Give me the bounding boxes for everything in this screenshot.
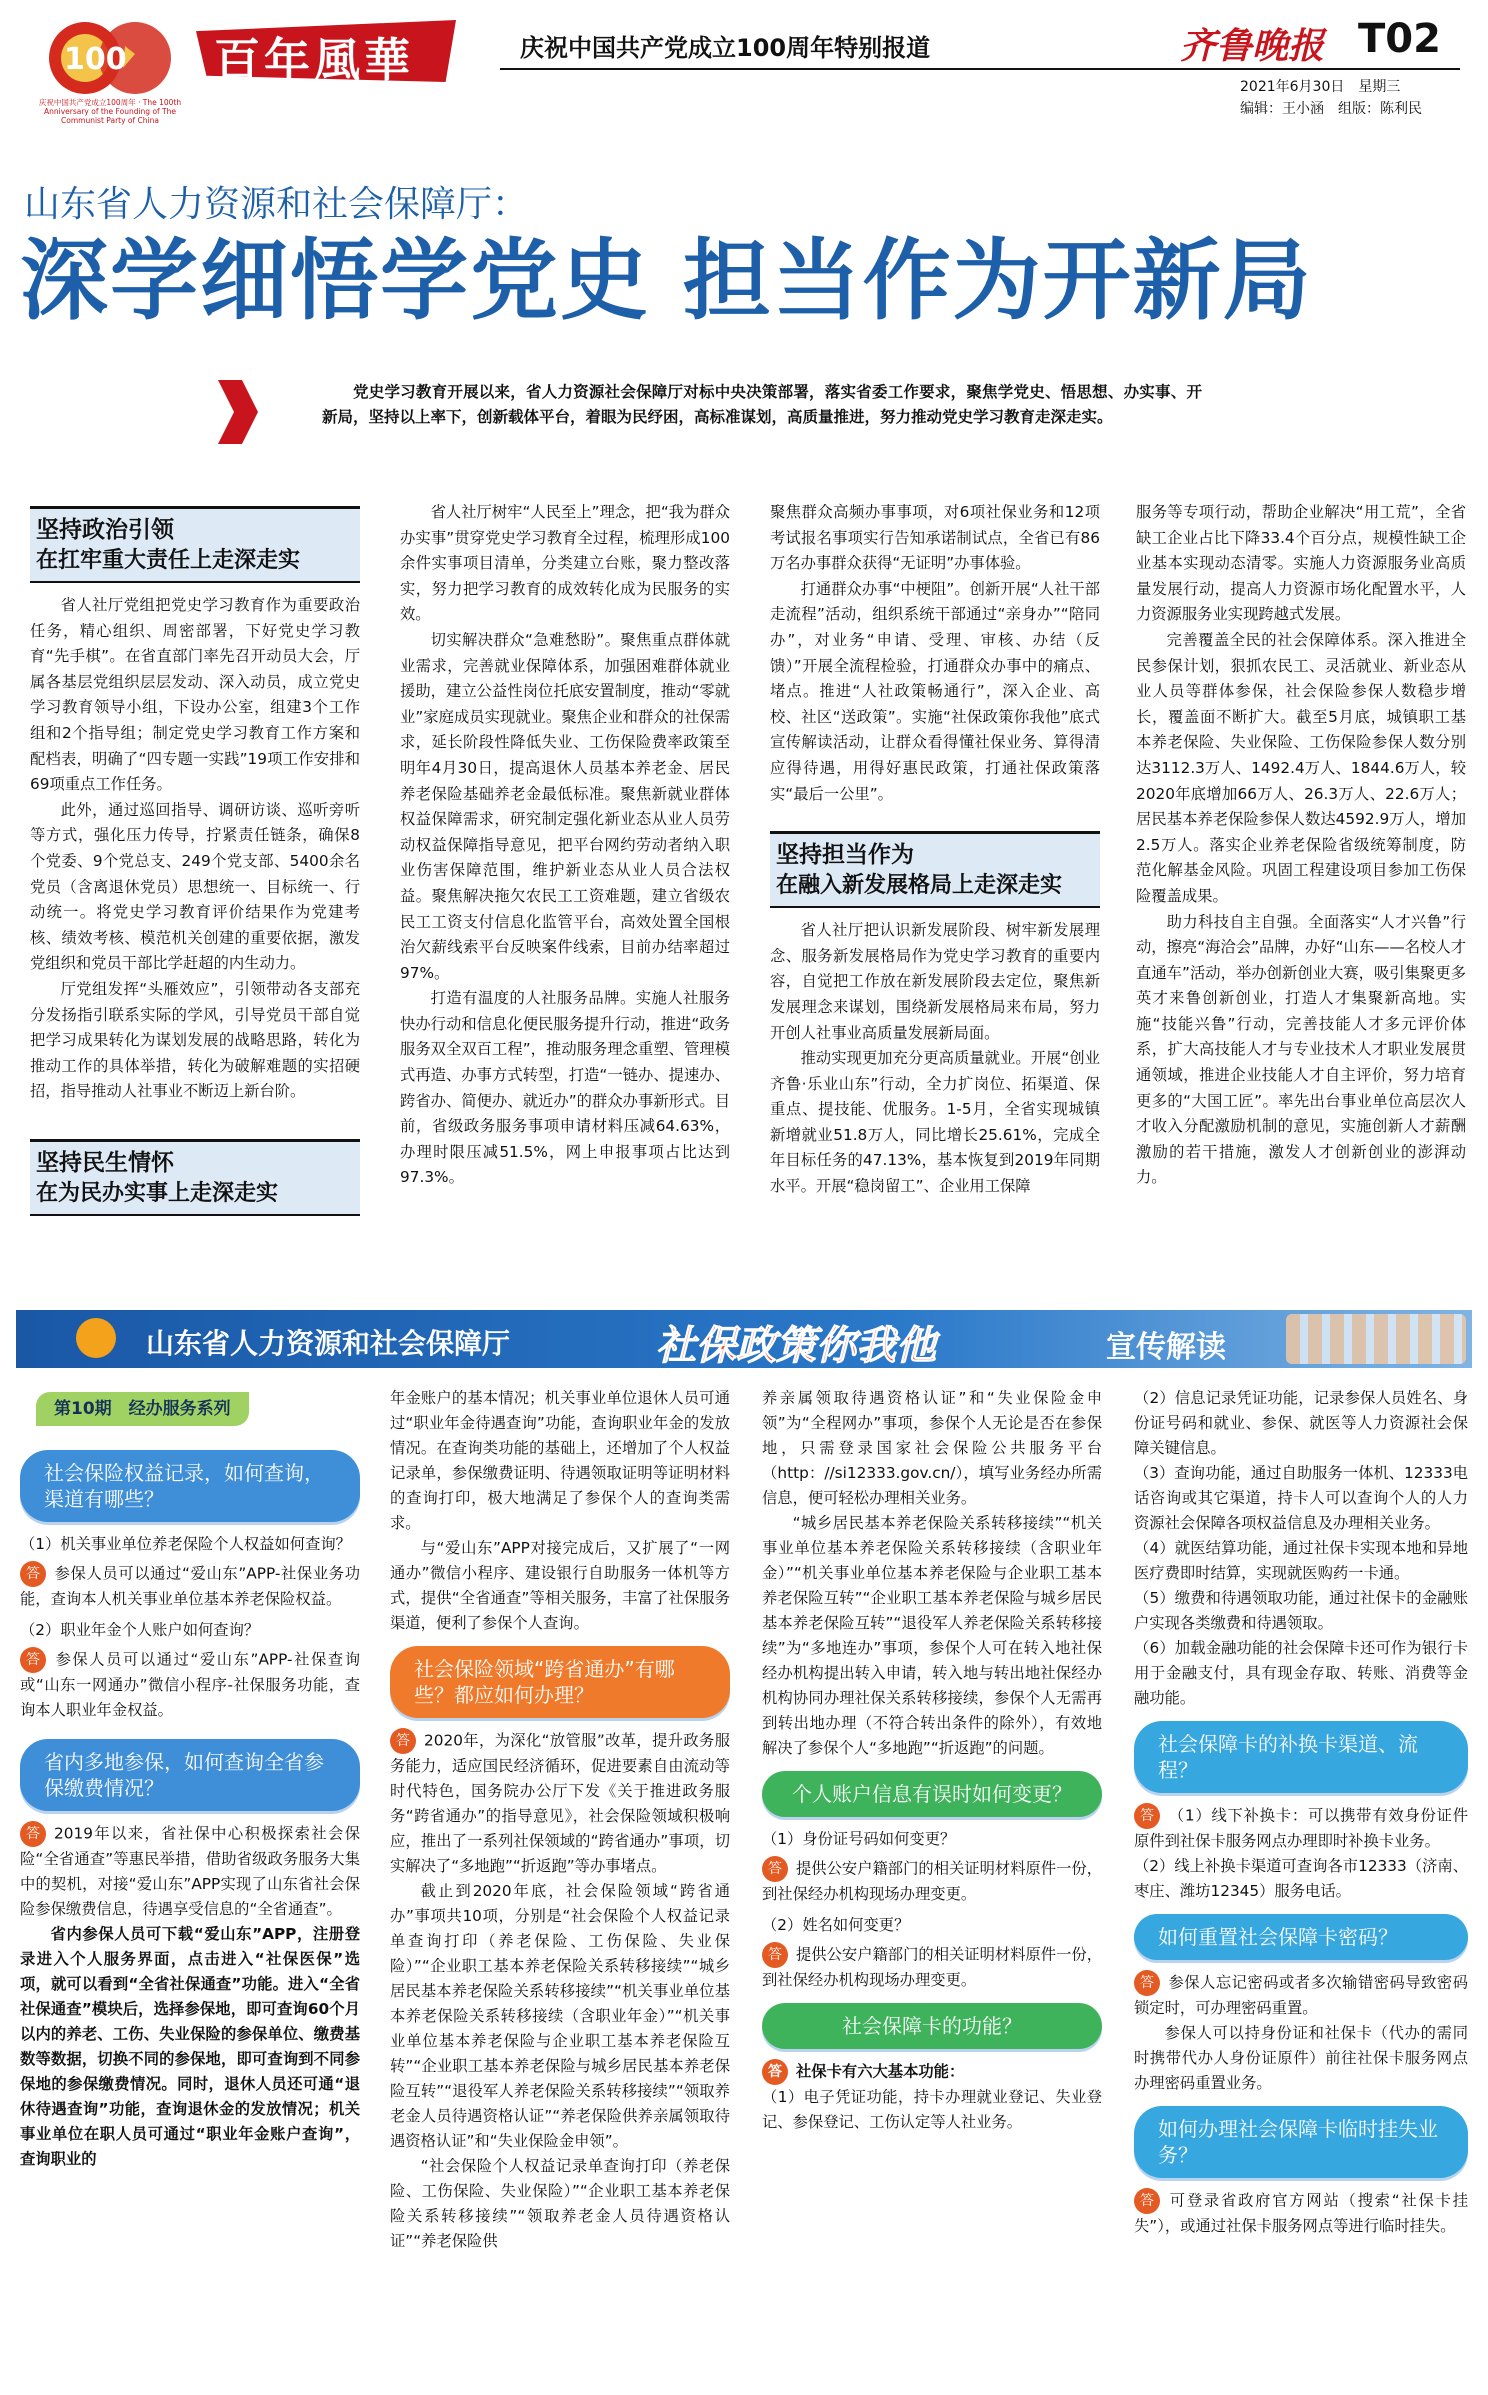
answer	[20, 1561, 360, 1612]
answer	[20, 1647, 360, 1723]
question-pill: 如何重置社会保障卡密码？	[1134, 1914, 1468, 1960]
sub-question: （2）职业年金个人账户如何查询？	[20, 1621, 260, 1639]
answer-text: 参保人员可以通过“爱山东”APP-社保查询或“山东一网通办”微信小程序-社保服务功能，查询本人职业年金权益。	[20, 1650, 360, 1719]
paragraph: 参保人可以持身份证和社保卡（代办的需同时携带代办人身份证原件）前往社保卡服务网点办理密码重置业务。	[1134, 2024, 1468, 2092]
sub-question: （1）身份证号码如何变更？	[762, 1830, 956, 1848]
rule	[500, 68, 1460, 70]
answer-text: （1）线下补换卡：可以携带有效身份证件原件到社保卡服务网点办理即时补换卡业务。	[1134, 1806, 1468, 1850]
section-head-responsibility	[770, 831, 1100, 908]
paragraph: 打造有温度的人社服务品牌。实施人社服务快办行动和信息化便民服务提升行动，推进“政务服务双全双百工程”，推动服务理念重塑、管理模式再造、办事方式转型，打造“一链办、提速办、跨省办、简便办、就近办”的群众办事新形式。目前，省级政务服务事项申请材料压减64.63%，办理时限压减51.5%，网上申报事项占比达到97.3%。	[400, 989, 730, 1187]
editors: 编辑：王小涵 组版：陈利民	[1240, 101, 1422, 117]
article-column-3	[770, 500, 1100, 1245]
answer-mark: 答	[20, 1821, 46, 1847]
centenary-logo	[30, 16, 190, 126]
question-pill: 个人账户信息有误时如何变更？	[762, 1771, 1102, 1817]
lead-paragraph: 党史学习教育开展以来，省人力资源社会保障厅对标中央决策部署，落实省委工作要求，聚焦学党史、悟思想、办实事、开新局，坚持以上率下，创新载体平台，着眼为民纾困，高标准谋划，高质量推进，努力推动党史学习教育走深走实。	[322, 383, 1202, 426]
paragraph: 服务等专项行动，帮助企业解决“用工荒”，全省缺工企业占比下降33.4个百分点，规模性缺工企业基本实现动态清零。实施人力资源服务业高质量发展行动，提高人力资源市场化配置水平，人力资源服务业实现跨越式发展。	[1136, 503, 1466, 624]
answer	[1134, 2188, 1468, 2239]
feature-banner	[16, 1310, 1472, 1368]
issue-date: 2021年6月30日 星期三	[1240, 79, 1401, 95]
headline-kicker: 山东省人力资源和社会保障厅：	[24, 184, 529, 225]
answer	[1134, 1803, 1468, 1854]
answer-mark: 答	[1134, 1970, 1160, 1996]
answer-text: 提供公安户籍部门的相关证明材料原件一份，到社保经办机构现场办理变更。	[762, 1945, 1102, 1989]
paragraph: 省人社厅树牢“人民至上”理念，把“我为群众办实事”贯穿党史学习教育全过程，梳理形成100余件实事项目清单，分类建立台账，聚力整改落实，努力把学习教育的成效转化成为民服务的实效。	[400, 503, 730, 624]
paragraph: 助力科技自主自强。全面落实“人才兴鲁”行动，擦亮“海洽会”品牌，办好“山东——名校人才直通车”活动，举办创新创业大赛，吸引集聚更多英才来鲁创新创业，打造人才集聚新高地。实施“技能兴鲁”行动，完善技能人才多元评价体系，扩大高技能人才与专业技术人才职业发展贯通领域，推进企业技能人才自主评价，努力培育更多的“大国工匠”。率先出台事业单位高层次人才收入分配激励机制的意见，实施创新人才薪酬激励的若干措施，激发人才创新创业的澎湃动力。	[1136, 912, 1466, 1187]
section-title: 坚持政治引领	[36, 516, 174, 543]
paragraph: （4）就医结算功能，通过社保卡实现本地和异地医疗费即时结算，实现就医购药一卡通。	[1134, 1539, 1468, 1582]
section-subtitle: 在融入新发展格局上走深走实	[776, 872, 1063, 899]
paragraph: 完善覆盖全民的社会保障体系。深入推进全民参保计划，狠抓农民工、灵活就业、新业态从业人员等群体参保，社会保险参保人数稳步增长，覆盖面不断扩大。截至5月底，城镇职工基本养老保险、失业保险、工伤保险参保人数分别达3112.3万人、1492.4万人、1844.6万人，较2020年底增加66万人、26.3万人、22.6万人；居民基本养老保险参保人数达4592.9万人，增加2.5万人。落实企业养老保险省级统筹制度，防范化解基金风险。巩固工程建设项目参加工伤保险覆盖成果。	[1136, 630, 1466, 905]
article-column-2	[400, 500, 730, 1245]
answer-mark: 答	[762, 1942, 788, 1968]
paragraph: “城乡居民基本养老保险关系转移接续”“机关事业单位基本养老保险关系转移接续（含职业年金）”“机关事业单位基本养老保险与企业职工基本养老保险互转”“企业职工基本养老保险与城乡居民基本养老保险互转”“退役军人养老保险关系转移接续”为“多地连办”事项，参保个人可在转入地社保经办机构提出转入申请，转入地与转出地社保经办机构协同办理社保关系转移接续，参保个人无需再到转出地办理（不符合转出条件的除外），有效地解决了参保个人“多地跑”“折返跑”的问题。	[762, 1514, 1102, 1757]
answer-text: 社保卡有六大基本功能：	[796, 2062, 965, 2081]
answer	[390, 1728, 730, 1879]
logo-number: 100	[64, 42, 127, 77]
question-pill: 社会保险领域“跨省通办”有哪些？都应如何办理？	[390, 1646, 730, 1718]
answer	[762, 1942, 1102, 1993]
paragraph: （3）查询功能，通过自助服务一体机、12333电话咨询或其它渠道，持卡人可以查询个人的人力资源社会保障各项权益信息及办理相关业务。	[1134, 1464, 1468, 1532]
paragraph: （1）电子凭证功能，持卡办理就业登记、失业登记、参保登记、工伤认定等人社业务。	[762, 2088, 1102, 2131]
question-pill: 如何办理社会保障卡临时挂失业务？	[1134, 2106, 1468, 2178]
lead-arrow-icon	[218, 380, 258, 444]
answer-mark: 答	[762, 1856, 788, 1882]
answer	[762, 2059, 1102, 2085]
qa-column-2	[390, 1386, 730, 2386]
sub-question: （2）姓名如何变更？	[762, 1916, 910, 1934]
paragraph: 打通群众办事“中梗阻”。创新开展“人社干部走流程”活动，组织系统干部通过“亲身办”“陪同办”，对业务“申请、受理、审核、办结（反馈）”开展全流程检验，打通群众办事中的痛点、堵点。推进“人社政策畅通行”，深入企业、高校、社区“送政策”。实施“社保政策你我他”底式宣传解读活动，让群众看得懂社保业务、算得清应得待遇，用得好惠民政策，打通社保政策落实“最后一公里”。	[770, 579, 1100, 803]
paragraph: （2）信息记录凭证功能，记录参保人员姓名、身份证号码和就业、参保、就医等人力资源社会保障关键信息。	[1134, 1389, 1468, 1457]
banner-left-text: 山东省人力资源和社会保障厅	[146, 1327, 511, 1360]
qa-column-3	[762, 1386, 1102, 2386]
paragraph: （5）缴费和待遇领取功能，通过社保卡的金融账户实现各类缴费和待遇领取。	[1134, 1589, 1468, 1632]
answer	[1134, 1970, 1468, 2021]
paragraph: 切实解决群众“急难愁盼”。聚焦重点群体就业需求，完善就业保障体系，加强困难群体就业援助，建立公益性岗位托底安置制度，推动“零就业”家庭成员实现就业。聚焦企业和群众的社保需求，延长阶段性降低失业、工伤保险费率政策至明年4月30日，提高退休人员基本养老金、居民养老保险基础养老金最低标准。聚焦新就业群体权益保障需求，研究制定强化新业态从业人员劳动权益保障指导意见，把平台网约劳动者纳入职业伤害保障范围，维护新业态从业人员合法权益。聚焦解决拖欠农民工工资难题，建立省级农民工工资支付信息化监管平台，高效处置全国根治欠薪线索平台反映案件线索，目前办结率超过97%。	[400, 630, 730, 982]
paragraph: 厅党组发挥“头雁效应”，引领带动各支部充分发扬指引联系实际的学风，引导党员干部自觉把学习成果转化为谋划发展的战略思路，转化为推动工作的具体举措，转化为破解难题的实招硬招，指导推动人社事业不断迈上新台阶。	[30, 979, 360, 1101]
paragraph: 推动实现更加充分更高质量就业。开展“创业齐鲁·乐业山东”行动，全力扩岗位、拓渠道、保重点、提技能、优服务。1-5月，全省实现城镇新增就业51.8万人，同比增长25.61%，完成全年目标任务的47.13%，基本恢复到2019年同期水平。开展“稳岗留工”、企业用工保障	[770, 1049, 1100, 1196]
answer-text: 参保人员可以通过“爱山东”APP-社保业务功能，查询本人机关事业单位基本养老保险权益。	[20, 1564, 360, 1608]
special-report-banner: 庆祝中国共产党成立100周年特别报道	[520, 34, 931, 62]
answer-mark: 答	[390, 1728, 416, 1754]
question-pill: 社会保险权益记录，如何查询，渠道有哪些？	[20, 1450, 360, 1522]
qa-column-4	[1134, 1386, 1468, 2386]
headline-title: 深学细悟学党史 担当作为开新局	[20, 229, 1313, 332]
paragraph: （6）加载金融功能的社会保障卡还可作为银行卡用于金融支付，具有现金存取、转账、消费等金融功能。	[1134, 1639, 1468, 1707]
answer	[762, 1856, 1102, 1907]
paragraph: 聚焦群众高频办事事项，对6项社保业务和12项考试报名事项实行告知承诺制试点，全省已有86万名办事群众获得“无证明”办事体验。	[770, 503, 1100, 573]
sub-question: （1）机关事业单位养老保险个人权益如何查询？	[20, 1535, 351, 1553]
masthead	[0, 0, 1488, 135]
answer-mark: 答	[20, 1561, 46, 1587]
paragraph: （2）线上补换卡渠道可查询各市12333（济南、枣庄、潍坊12345）服务电话。	[1134, 1857, 1468, 1900]
paragraph: 省内参保人员可下载“爱山东”APP，注册登录进入个人服务界面，点击进入“社保医保”选项，就可以看到“全省社保通查”功能。进入“全省社保通查”模块后，选择参保地，即可查询60个月以内的养老、工伤、失业保险的参保单位、缴费基数等数据，切换不同的参保地，即可查询到不同参保地的参保缴费情况。同时，退休人员还可通“退休待遇查询”功能，查询退休金的发放情况；机关事业单位在职人员可通过“职业年金账户查询”，查询职业的	[20, 1925, 360, 2168]
logo-caption: 庆祝中国共产党成立100周年 · The 100th Anniversary of the Founding of The Communist Party of China	[38, 98, 182, 125]
banner-slogan: 社保政策你我他	[656, 1322, 936, 1369]
answer-text: 可登录省政府官方网站（搜索“社保卡挂失”），或通过社保卡服务网点等进行临时挂失。	[1134, 2191, 1468, 2235]
paragraph: 截止到2020年底，社会保险领域“跨省通办”事项共10项，分别是“社会保险个人权益记录单查询打印（养老保险、工伤保险、失业保险）”“企业职工基本养老保险关系转移接续”“城乡居民基本养老保险关系转移接续”“机关事业单位基本养老保险关系转移接续（含职业年金）”“机关事业单位基本养老保险与企业职工基本养老保险互转”“企业职工基本养老保险与城乡居民基本养老保险互转”“退役军人养老保险关系转移接续”“领取养老金人员待遇资格认证”“养老保险供养亲属领取待遇资格认证”和“失业保险金申领”。	[390, 1882, 730, 2150]
paragraph: 与“爱山东”APP对接完成后，又扩展了“一网通办”微信小程序、建设银行自助服务一体机等方式，提供“全省通查”等相关服务，丰富了社保服务渠道，便利了参保个人查询。	[390, 1539, 730, 1632]
answer-mark: 答	[762, 2059, 788, 2085]
paragraph: “社会保险个人权益记录单查询打印（养老保险、工伤保险、失业保险）”“企业职工基本养老保险关系转移接续”“领取养老金人员待遇资格认证”“养老保险供	[390, 2157, 730, 2250]
question-pill: 社会保障卡的补换卡渠道、流程？	[1134, 1721, 1468, 1793]
paragraph: 省人社厅把认识新发展阶段、树牢新发展理念、服务新发展格局作为党史学习教育的重要内容，自觉把工作放在新发展阶段去定位，聚焦新发展理念来谋划，围绕新发展格局来布局，努力开创人社事业高质量发展新局面。	[770, 921, 1100, 1042]
section-head-political	[30, 506, 360, 583]
answer-text: 参保人忘记密码或者多次输错密码导致密码锁定时，可办理密码重置。	[1134, 1973, 1468, 2017]
banner-emblem-icon	[76, 1318, 116, 1358]
column-name: 百年風華	[214, 33, 414, 87]
answer-text: 2019年以来，省社保中心积极探索社会保险“全省通查”等惠民举措，借助省级政务服务大集中的契机，对接“爱山东”APP实现了山东省社会保险参保缴费信息，待遇享受信息的“全省通查”。	[20, 1824, 360, 1918]
section-head-livelihood	[30, 1139, 360, 1216]
paragraph: 年金账户的基本情况；机关事业单位退休人员可通过“职业年金待遇查询”功能，查询职业年金的发放情况。在查询类功能的基础上，还增加了个人权益记录单，参保缴费证明、待遇领取证明等证明材料的查询打印，极大地满足了参保个人的查询类需求。	[390, 1389, 730, 1532]
answer-mark: 答	[20, 1647, 46, 1673]
banner-right-text: 宣传解读	[1106, 1330, 1226, 1365]
answer-text: 提供公安户籍部门的相关证明材料原件一份，到社保经办机构现场办理变更。	[762, 1859, 1102, 1903]
answer-text: 2020年，为深化“放管服”改革，提升政务服务能力，适应国民经济循环，促进要素自由流动等时代特色，国务院办公厅下发《关于推进政务服务“跨省通办”的指导意见》，社会保险领域积极响应，推出了一系列社保领域的“跨省通办”事项，切实解决了“多地跑”“折返跑”等办事堵点。	[390, 1731, 730, 1875]
answer-mark: 答	[1134, 2188, 1160, 2214]
paragraph: 此外，通过巡回指导、调研访谈、巡听旁听等方式，强化压力传导，拧紧责任链条，确保8个党委、9个党总支、249个党支部、5400余名党员（含离退休党员）思想统一、目标统一、行动统一。将党史学习教育评价结果作为党建考核、绩效考核、模范机关创建的重要依据，激发党组织和党员干部比学赶超的内生动力。	[30, 800, 360, 973]
section-subtitle: 在扛牢重大责任上走深走实	[36, 547, 301, 573]
paragraph: 养亲属领取待遇资格认证”和“失业保险金申领”为“全程网办”事项，参保个人无论是否在参保地，只需登录国家社会保险公共服务平台（http：//si12333.gov.cn/），填写业务经办所需信息，便可轻松办理相关业务。	[762, 1389, 1102, 1507]
answer-mark: 答	[1134, 1803, 1160, 1829]
section-subtitle: 在为民办实事上走深走实	[36, 1179, 279, 1206]
question-pill: 社会保障卡的功能？	[762, 2003, 1102, 2049]
paragraph: 省人社厅党组把党史学习教育作为重要政治任务，精心组织、周密部署，下好党史学习教育“先手棋”。在省直部门率先召开动员大会，厅属各基层党组织层层发动、深入动员，成立党史学习教育领导小组，下设办公室，组建3个工作组和2个指导组；制定党史学习教育工作方案和配档表，明确了“四专题一实践”19项工作安排和69项重点工作任务。	[30, 596, 360, 794]
paper-name: 齐鲁晚报	[1180, 25, 1325, 67]
article-column-4	[1136, 500, 1466, 1245]
banner-people-illustration	[1286, 1314, 1466, 1364]
issue-label: 第10期 经办服务系列	[36, 1392, 249, 1426]
section-title: 坚持民生情怀	[36, 1148, 174, 1176]
section-title: 坚持担当作为	[776, 841, 914, 869]
article-column-1	[30, 500, 360, 1245]
question-pill: 省内多地参保，如何查询全省参保缴费情况？	[20, 1739, 360, 1811]
page-number: T02	[1358, 16, 1441, 62]
qa-column-1	[20, 1386, 360, 2386]
answer	[20, 1821, 360, 1922]
